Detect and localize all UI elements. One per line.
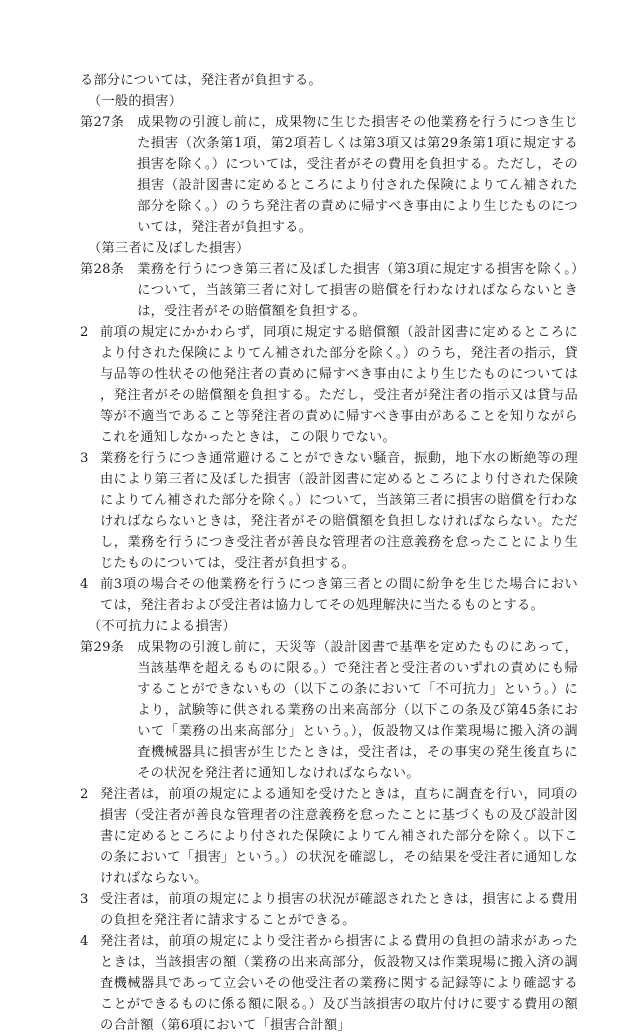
article-28 [80,259,578,322]
paragraph-text: 発注者は，前項の規定による通知を受けたときは，直ちに調査を行い，同項の損害（受注者が善良な管理者の注意義務を怠ったことに基づくもの及び設計図書に定めるところにより付された保険によりてん補された部分を除く。以下この条において「損害」という。）の状況を確認し，その結果を受注者に通知しなければならない。 [100,787,578,886]
article-27-caption: （一般的損害） [88,94,183,109]
article-27-text: 成果物の引渡し前に，成果物に生じた損害その他業務を行うにつき生じた損害（次条第1項，第2項若しくは第3項又は第29条第1項に規定する損害を除く。）については，受注者がその費用を負担する。ただし，その損害（設計図書に定めるところにより付された保険によりてん補された部分を除く。）のうち発注者の責めに帰すべき事由により生じたものについては，発注者が負担する。 [137,115,578,235]
article-29-number: 第29条 [80,640,125,655]
paragraph-number: 2 [80,325,89,340]
paragraph-text: 業務を行うにつき通常避けることができない騒音，振動，地下水の断絶等の理由により第三者に及ぼした損害（設計図書に定めるところにより付された保険によりてん補された部分を除く。）について，当該第三者に損害の賠償を行わなければならないときは，発注者がその賠償額を負担しなければならない。ただし，業務を行うにつき受注者が善良な管理者の注意義務を怠ったことにより生じたものについては，受注者が負担する。 [100,451,578,571]
article-27 [80,112,578,238]
article-28-paragraph-2 [80,322,578,448]
article-29-paragraph-3 [80,889,578,931]
continuation-text: る部分については，発注者が負担する。 [80,73,322,88]
paragraph-number: 3 [80,451,89,466]
article-27-number: 第27条 [80,115,125,130]
article-29 [80,637,578,784]
paragraph-text: 前項の規定にかかわらず，同項に規定する賠償額（設計図書に定めるところにより付された保険によりてん補された部分を除く。）のうち，発注者の指示，貸与品等の性状その他発注者の責めに帰すべき事由により生じたものについては，発注者がその賠償額を負担する。ただし，受注者が発注者の指示又は貸与品等が不適当であること等発注者の責めに帰すべき事由があることを知りながらこれを通知しなかったときは，この限りでない。 [100,325,578,445]
paragraph-number: 2 [80,787,89,802]
article-28-caption: （第三者に及ぼした損害） [88,241,250,256]
paragraph-text: 前3項の場合その他業務を行うにつき第三者との間に紛争を生じた場合においては，発注者および受注者は協力してその処理解決に当たるものとする。 [100,577,578,613]
paragraph-number: 3 [80,892,89,907]
article-29-paragraph-4 [80,931,578,1036]
paragraph-number: 4 [80,577,89,592]
paragraph-number: 4 [80,934,89,949]
article-28-number: 第28条 [80,262,125,277]
article-28-paragraph-4 [80,574,578,616]
article-28-paragraph-3 [80,448,578,574]
article-29-paragraph-2 [80,784,578,889]
article-28-text: 業務を行うにつき第三者に及ぼした損害（第3項に規定する損害を除く。）について，当該第三者に対して損害の賠償を行わなければならないときは，受注者がその賠償額を負担する。 [137,262,578,319]
article-29-caption: （不可抗力による損害） [88,619,236,634]
paragraph-text: 発注者は，前項の規定により受注者から損害による費用の負担の請求があったときは，当該損害の額（業務の出来高部分，仮設物又は作業現場に搬入済の調査機械器具であって立会いその他受注者の業務に関する記録等により確認することができるものに係る額に限る。）及び当該損害の取片付けに要する費用の額の合計額（第6項において「損害合計額」 [100,934,578,1033]
article-29-text: 成果物の引渡し前に，天災等（設計図書で基準を定めたものにあって，当該基準を超えるものに限る。）で発注者と受注者のいずれの責めにも帰することができないもの（以下この条において「不可抗力」という。）により，試験等に供される業務の出来高部分（以下この条及び第45条において「業務の出来高部分」という。），仮設物又は作業現場に搬入済の調査機械器具に損害が生じたときは，受注者は，その事実の発生後直ちにその状況を発注者に通知しなければならない。 [137,640,578,781]
paragraph-text: 受注者は，前項の規定により損害の状況が確認されたときは，損害による費用の負担を発注者に請求することができる。 [100,892,578,928]
